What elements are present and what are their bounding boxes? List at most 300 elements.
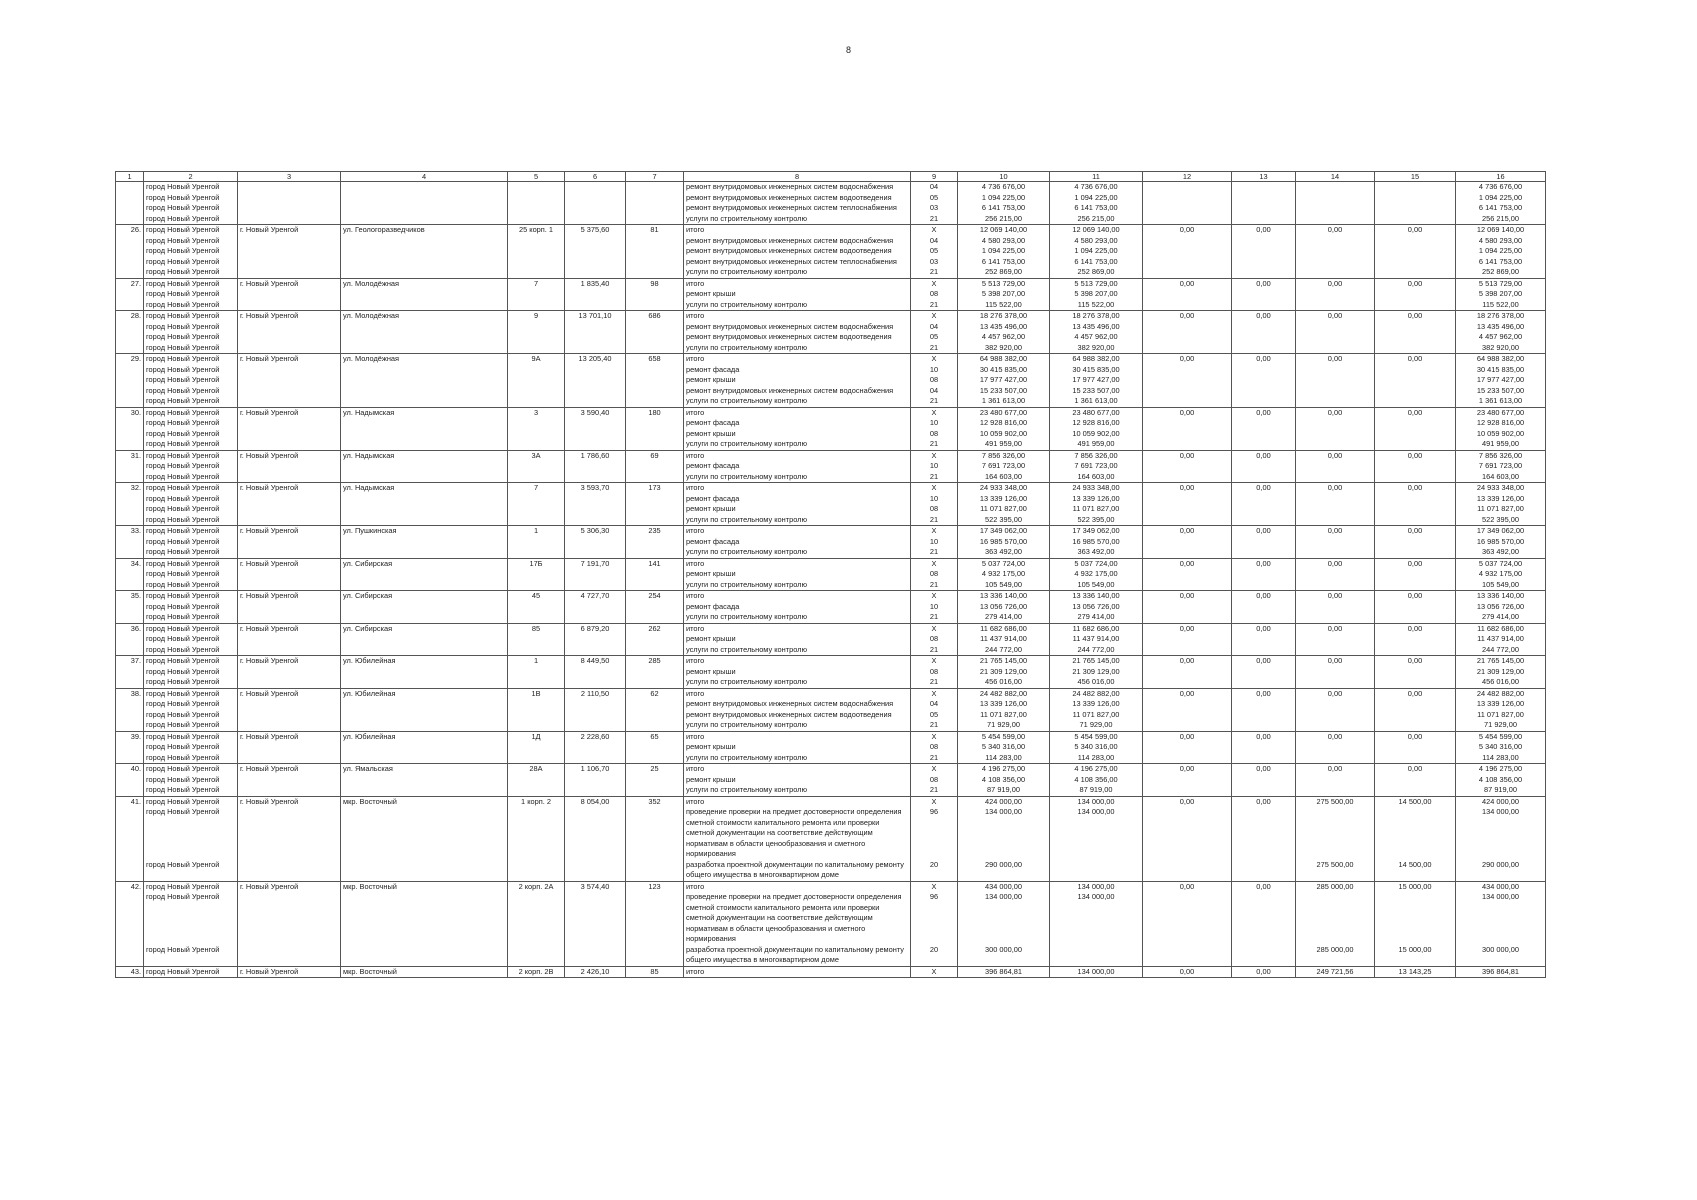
cell-col-2: город Новый Уренгой: [144, 300, 238, 311]
cell-col-4: ул. Надымская: [341, 483, 508, 494]
cell-col-6: [565, 569, 626, 580]
cell-col-15: [1375, 236, 1456, 247]
cell-col-11: 87 919,00: [1050, 785, 1143, 796]
cell-col-15: [1375, 699, 1456, 710]
cell-col-1: 39.: [116, 731, 144, 742]
cell-col-4: [341, 418, 508, 429]
cell-col-7: 69: [626, 450, 684, 461]
cell-col-12: [1143, 807, 1232, 860]
cell-col-16: 13 056 726,00: [1456, 602, 1546, 613]
cell-col-15: [1375, 343, 1456, 354]
cell-col-8: проведение проверки на предмет достоверности определения сметной стоимости капитального ремонта или проверки сметной документации на соответствие действующим нормативам в области ценообразования и сметного нормирования: [684, 807, 911, 860]
cell-col-2: город Новый Уренгой: [144, 677, 238, 688]
cell-col-3: г. Новый Уренгой: [238, 591, 341, 602]
cell-col-3: г. Новый Уренгой: [238, 688, 341, 699]
cell-col-2: город Новый Уренгой: [144, 667, 238, 678]
cell-col-14: [1296, 634, 1375, 645]
table-row: [116, 203, 1546, 214]
cell-col-16: 5 340 316,00: [1456, 742, 1546, 753]
cell-col-8: услуги по строительному контролю: [684, 720, 911, 731]
cell-col-3: [238, 375, 341, 386]
cell-col-11: 134 000,00: [1050, 796, 1143, 807]
cell-col-6: [565, 332, 626, 343]
cell-col-4: мкр. Восточный: [341, 796, 508, 807]
cell-col-15: 14 500,00: [1375, 860, 1456, 882]
cell-col-13: 0,00: [1232, 225, 1296, 236]
cell-col-10: 164 603,00: [958, 472, 1050, 483]
cell-col-6: 3 590,40: [565, 407, 626, 418]
cell-col-14: [1296, 569, 1375, 580]
cell-col-9: 20: [911, 945, 958, 967]
cell-col-5: [508, 267, 565, 278]
cell-col-8: услуги по строительному контролю: [684, 677, 911, 688]
cell-col-16: 5 513 729,00: [1456, 278, 1546, 289]
cell-col-1: [116, 547, 144, 558]
cell-col-14: 0,00: [1296, 311, 1375, 322]
cell-col-6: 3 574,40: [565, 881, 626, 892]
cell-col-15: [1375, 396, 1456, 407]
cell-col-1: 26.: [116, 225, 144, 236]
cell-col-3: г. Новый Уренгой: [238, 225, 341, 236]
cell-col-5: [508, 775, 565, 786]
cell-col-11: 13 435 496,00: [1050, 322, 1143, 333]
cell-col-14: 0,00: [1296, 623, 1375, 634]
cell-col-4: [341, 193, 508, 204]
cell-col-15: [1375, 182, 1456, 193]
cell-col-8: услуги по строительному контролю: [684, 515, 911, 526]
cell-col-13: 0,00: [1232, 278, 1296, 289]
cell-col-6: 2 110,50: [565, 688, 626, 699]
cell-col-8: итого: [684, 526, 911, 537]
cell-col-14: 0,00: [1296, 764, 1375, 775]
cell-col-5: [508, 569, 565, 580]
cell-col-5: [508, 289, 565, 300]
cell-col-12: [1143, 386, 1232, 397]
cell-col-2: город Новый Уренгой: [144, 365, 238, 376]
cell-col-8: услуги по строительному контролю: [684, 547, 911, 558]
cell-col-5: [508, 236, 565, 247]
cell-col-10: 23 480 677,00: [958, 407, 1050, 418]
column-header-2: 2: [144, 172, 238, 182]
cell-col-6: [565, 472, 626, 483]
table-row: [116, 504, 1546, 515]
cell-col-1: [116, 612, 144, 623]
cell-col-9: X: [911, 450, 958, 461]
cell-col-15: 0,00: [1375, 483, 1456, 494]
cell-col-10: 522 395,00: [958, 515, 1050, 526]
cell-col-14: [1296, 439, 1375, 450]
cell-col-9: 10: [911, 418, 958, 429]
cell-col-3: [238, 439, 341, 450]
cell-col-13: [1232, 807, 1296, 860]
cell-col-4: [341, 785, 508, 796]
cell-col-14: [1296, 386, 1375, 397]
cell-col-16: 5 398 207,00: [1456, 289, 1546, 300]
cell-col-13: [1232, 945, 1296, 967]
cell-col-5: [508, 612, 565, 623]
cell-col-7: 235: [626, 526, 684, 537]
table-row: [116, 645, 1546, 656]
cell-col-3: г. Новый Уренгой: [238, 407, 341, 418]
cell-col-13: 0,00: [1232, 558, 1296, 569]
cell-col-5: [508, 537, 565, 548]
cell-col-2: город Новый Уренгой: [144, 807, 238, 860]
cell-col-12: [1143, 332, 1232, 343]
cell-col-3: [238, 193, 341, 204]
cell-col-11: 1 361 613,00: [1050, 396, 1143, 407]
cell-col-13: [1232, 472, 1296, 483]
cell-col-12: 0,00: [1143, 483, 1232, 494]
cell-col-11: 114 283,00: [1050, 753, 1143, 764]
cell-col-13: [1232, 753, 1296, 764]
cell-col-16: 1 361 613,00: [1456, 396, 1546, 407]
cell-col-9: 10: [911, 537, 958, 548]
cell-col-4: мкр. Восточный: [341, 966, 508, 978]
cell-col-4: [341, 375, 508, 386]
cell-col-2: город Новый Уренгой: [144, 354, 238, 365]
cell-col-9: 05: [911, 710, 958, 721]
cell-col-6: [565, 645, 626, 656]
cell-col-6: [565, 753, 626, 764]
cell-col-1: [116, 602, 144, 613]
cell-col-2: город Новый Уренгой: [144, 688, 238, 699]
column-header-15: 15: [1375, 172, 1456, 182]
cell-col-13: [1232, 300, 1296, 311]
cell-col-1: 28.: [116, 311, 144, 322]
cell-col-9: 03: [911, 257, 958, 268]
cell-col-16: 382 920,00: [1456, 343, 1546, 354]
cell-col-4: [341, 461, 508, 472]
cell-col-1: [116, 418, 144, 429]
cell-col-5: [508, 343, 565, 354]
table-row: [116, 472, 1546, 483]
cell-col-9: 05: [911, 332, 958, 343]
cell-col-11: 24 933 348,00: [1050, 483, 1143, 494]
cell-col-7: 62: [626, 688, 684, 699]
cell-col-8: разработка проектной документации по капитальному ремонту общего имущества в многоквартирном доме: [684, 945, 911, 967]
cell-col-2: город Новый Уренгой: [144, 483, 238, 494]
cell-col-13: [1232, 439, 1296, 450]
cell-col-11: 13 336 140,00: [1050, 591, 1143, 602]
cell-col-12: [1143, 193, 1232, 204]
cell-col-1: 31.: [116, 450, 144, 461]
cell-col-8: ремонт крыши: [684, 375, 911, 386]
cell-col-14: 0,00: [1296, 225, 1375, 236]
cell-col-10: 13 336 140,00: [958, 591, 1050, 602]
cell-col-2: город Новый Уренгой: [144, 547, 238, 558]
cell-col-3: г. Новый Уренгой: [238, 623, 341, 634]
cell-col-11: 522 395,00: [1050, 515, 1143, 526]
cell-col-12: 0,00: [1143, 558, 1232, 569]
cell-col-15: 0,00: [1375, 591, 1456, 602]
cell-col-2: город Новый Уренгой: [144, 418, 238, 429]
cell-col-10: 7 856 326,00: [958, 450, 1050, 461]
cell-col-13: [1232, 429, 1296, 440]
cell-col-8: итого: [684, 483, 911, 494]
cell-col-7: 25: [626, 764, 684, 775]
table-row: [116, 602, 1546, 613]
cell-col-1: [116, 742, 144, 753]
cell-col-1: [116, 892, 144, 945]
cell-col-4: ул. Юбилейная: [341, 688, 508, 699]
cell-col-5: 28А: [508, 764, 565, 775]
cell-col-8: ремонт внутридомовых инженерных систем теплоснабжения: [684, 203, 911, 214]
cell-col-6: [565, 537, 626, 548]
cell-col-16: 164 603,00: [1456, 472, 1546, 483]
cell-col-1: 36.: [116, 623, 144, 634]
cell-col-8: ремонт фасада: [684, 602, 911, 613]
cell-col-2: город Новый Уренгой: [144, 775, 238, 786]
cell-col-10: 5 454 599,00: [958, 731, 1050, 742]
cell-col-9: 03: [911, 203, 958, 214]
cell-col-4: [341, 580, 508, 591]
cell-col-14: [1296, 375, 1375, 386]
cell-col-3: [238, 267, 341, 278]
cell-col-10: 18 276 378,00: [958, 311, 1050, 322]
cell-col-13: [1232, 547, 1296, 558]
cell-col-14: [1296, 182, 1375, 193]
cell-col-8: ремонт фасада: [684, 418, 911, 429]
table-row: [116, 193, 1546, 204]
cell-col-2: город Новый Уренгой: [144, 494, 238, 505]
cell-col-4: [341, 343, 508, 354]
cell-col-7: 262: [626, 623, 684, 634]
cell-col-4: ул. Молодёжная: [341, 278, 508, 289]
cell-col-10: 15 233 507,00: [958, 386, 1050, 397]
cell-col-11: 1 094 225,00: [1050, 246, 1143, 257]
cell-col-9: X: [911, 591, 958, 602]
cell-col-7: [626, 322, 684, 333]
cell-col-6: [565, 300, 626, 311]
cell-col-15: 0,00: [1375, 311, 1456, 322]
cell-col-11: 134 000,00: [1050, 807, 1143, 860]
table-row: [116, 966, 1546, 978]
cell-col-7: 686: [626, 311, 684, 322]
cell-col-15: 0,00: [1375, 731, 1456, 742]
cell-col-16: 13 339 126,00: [1456, 494, 1546, 505]
cell-col-13: [1232, 602, 1296, 613]
cell-col-9: 21: [911, 720, 958, 731]
cell-col-1: 33.: [116, 526, 144, 537]
cell-col-13: [1232, 193, 1296, 204]
cell-col-9: 08: [911, 504, 958, 515]
cell-col-4: [341, 892, 508, 945]
cell-col-12: [1143, 677, 1232, 688]
cell-col-3: [238, 742, 341, 753]
cell-col-1: 29.: [116, 354, 144, 365]
cell-col-11: 11 071 827,00: [1050, 710, 1143, 721]
cell-col-15: [1375, 807, 1456, 860]
cell-col-16: 17 349 062,00: [1456, 526, 1546, 537]
cell-col-14: 249 721,56: [1296, 966, 1375, 978]
cell-col-2: город Новый Уренгой: [144, 193, 238, 204]
cell-col-12: [1143, 753, 1232, 764]
cell-col-7: [626, 439, 684, 450]
cell-col-10: 17 349 062,00: [958, 526, 1050, 537]
cell-col-4: [341, 289, 508, 300]
cell-col-9: X: [911, 796, 958, 807]
cell-col-10: 491 959,00: [958, 439, 1050, 450]
cell-col-5: 2 корп. 2А: [508, 881, 565, 892]
cell-col-7: [626, 236, 684, 247]
cell-col-14: [1296, 332, 1375, 343]
cell-col-13: [1232, 860, 1296, 882]
cell-col-13: 0,00: [1232, 731, 1296, 742]
cell-col-2: город Новый Уренгой: [144, 764, 238, 775]
cell-col-7: [626, 720, 684, 731]
cell-col-2: город Новый Уренгой: [144, 182, 238, 193]
cell-col-9: 21: [911, 214, 958, 225]
cell-col-16: 11 071 827,00: [1456, 710, 1546, 721]
column-header-12: 12: [1143, 172, 1232, 182]
cell-col-6: 1 786,60: [565, 450, 626, 461]
cell-col-14: [1296, 742, 1375, 753]
cell-col-6: 13 205,40: [565, 354, 626, 365]
cell-col-5: [508, 699, 565, 710]
cell-col-3: г. Новый Уренгой: [238, 796, 341, 807]
cell-col-2: город Новый Уренгой: [144, 966, 238, 978]
cell-col-5: [508, 504, 565, 515]
cell-col-2: город Новый Уренгой: [144, 267, 238, 278]
cell-col-11: 7 856 326,00: [1050, 450, 1143, 461]
cell-col-5: [508, 494, 565, 505]
cell-col-7: [626, 634, 684, 645]
cell-col-2: город Новый Уренгой: [144, 278, 238, 289]
cell-col-1: [116, 569, 144, 580]
cell-col-16: 21 765 145,00: [1456, 656, 1546, 667]
table-row: [116, 892, 1546, 945]
table-body: [116, 182, 1546, 978]
cell-col-3: [238, 807, 341, 860]
table-row: [116, 515, 1546, 526]
cell-col-15: [1375, 472, 1456, 483]
cell-col-7: [626, 710, 684, 721]
cell-col-2: город Новый Уренгой: [144, 515, 238, 526]
cell-col-11: 4 457 962,00: [1050, 332, 1143, 343]
cell-col-14: [1296, 343, 1375, 354]
cell-col-6: [565, 322, 626, 333]
cell-col-3: [238, 182, 341, 193]
cell-col-16: 4 196 275,00: [1456, 764, 1546, 775]
cell-col-1: [116, 504, 144, 515]
cell-col-2: город Новый Уренгой: [144, 214, 238, 225]
cell-col-13: 0,00: [1232, 354, 1296, 365]
cell-col-1: [116, 365, 144, 376]
cell-col-6: [565, 375, 626, 386]
cell-col-14: [1296, 892, 1375, 945]
cell-col-7: 65: [626, 731, 684, 742]
cell-col-15: 13 143,25: [1375, 966, 1456, 978]
cell-col-8: ремонт внутридомовых инженерных систем водоотведения: [684, 193, 911, 204]
cell-col-7: 85: [626, 966, 684, 978]
cell-col-11: 256 215,00: [1050, 214, 1143, 225]
cell-col-11: 491 959,00: [1050, 439, 1143, 450]
cell-col-11: 4 932 175,00: [1050, 569, 1143, 580]
cell-col-2: город Новый Уренгой: [144, 558, 238, 569]
cell-col-7: [626, 515, 684, 526]
cell-col-2: город Новый Уренгой: [144, 699, 238, 710]
cell-col-6: [565, 214, 626, 225]
cell-col-2: город Новый Уренгой: [144, 634, 238, 645]
table-row: [116, 634, 1546, 645]
cell-col-3: г. Новый Уренгой: [238, 764, 341, 775]
cell-col-3: [238, 569, 341, 580]
cell-col-16: 18 276 378,00: [1456, 311, 1546, 322]
table-row: [116, 461, 1546, 472]
cell-col-5: [508, 547, 565, 558]
cell-col-2: город Новый Уренгой: [144, 407, 238, 418]
table-row: [116, 225, 1546, 236]
cell-col-12: 0,00: [1143, 623, 1232, 634]
cell-col-8: разработка проектной документации по капитальному ремонту общего имущества в многоквартирном доме: [684, 860, 911, 882]
cell-col-13: [1232, 720, 1296, 731]
cell-col-13: [1232, 699, 1296, 710]
cell-col-10: 6 141 753,00: [958, 257, 1050, 268]
cell-col-4: [341, 602, 508, 613]
cell-col-14: [1296, 418, 1375, 429]
cell-col-3: г. Новый Уренгой: [238, 656, 341, 667]
cell-col-4: [341, 677, 508, 688]
cell-col-9: 08: [911, 634, 958, 645]
cell-col-11: 279 414,00: [1050, 612, 1143, 623]
cell-col-8: услуги по строительному контролю: [684, 580, 911, 591]
cell-col-12: [1143, 720, 1232, 731]
table-row: [116, 396, 1546, 407]
cell-col-6: [565, 257, 626, 268]
cell-col-2: город Новый Уренгой: [144, 375, 238, 386]
cell-col-9: 21: [911, 472, 958, 483]
cell-col-9: 20: [911, 860, 958, 882]
cell-col-6: [565, 461, 626, 472]
cell-col-6: [565, 775, 626, 786]
cell-col-9: 21: [911, 300, 958, 311]
cell-col-6: [565, 602, 626, 613]
column-header-11: 11: [1050, 172, 1143, 182]
cell-col-6: [565, 580, 626, 591]
cell-col-1: [116, 775, 144, 786]
cell-col-10: 456 016,00: [958, 677, 1050, 688]
cell-col-3: [238, 365, 341, 376]
cell-col-11: 17 349 062,00: [1050, 526, 1143, 537]
cell-col-3: [238, 494, 341, 505]
cell-col-16: 424 000,00: [1456, 796, 1546, 807]
cell-col-11: 5 398 207,00: [1050, 289, 1143, 300]
cell-col-4: [341, 257, 508, 268]
cell-col-15: [1375, 547, 1456, 558]
table-row: [116, 796, 1546, 807]
capital-repair-table: [115, 171, 1546, 978]
cell-col-2: город Новый Уренгой: [144, 892, 238, 945]
cell-col-2: город Новый Уренгой: [144, 322, 238, 333]
cell-col-10: 5 398 207,00: [958, 289, 1050, 300]
cell-col-8: услуги по строительному контролю: [684, 612, 911, 623]
column-header-3: 3: [238, 172, 341, 182]
cell-col-4: [341, 396, 508, 407]
cell-col-9: 21: [911, 645, 958, 656]
cell-col-13: [1232, 667, 1296, 678]
cell-col-7: [626, 289, 684, 300]
cell-col-11: 134 000,00: [1050, 966, 1143, 978]
cell-col-5: 2 корп. 2В: [508, 966, 565, 978]
cell-col-2: город Новый Уренгой: [144, 710, 238, 721]
cell-col-1: [116, 386, 144, 397]
cell-col-11: 4 108 356,00: [1050, 775, 1143, 786]
cell-col-5: [508, 300, 565, 311]
column-header-10: 10: [958, 172, 1050, 182]
cell-col-16: 21 309 129,00: [1456, 667, 1546, 678]
cell-col-14: [1296, 504, 1375, 515]
cell-col-6: 7 191,70: [565, 558, 626, 569]
